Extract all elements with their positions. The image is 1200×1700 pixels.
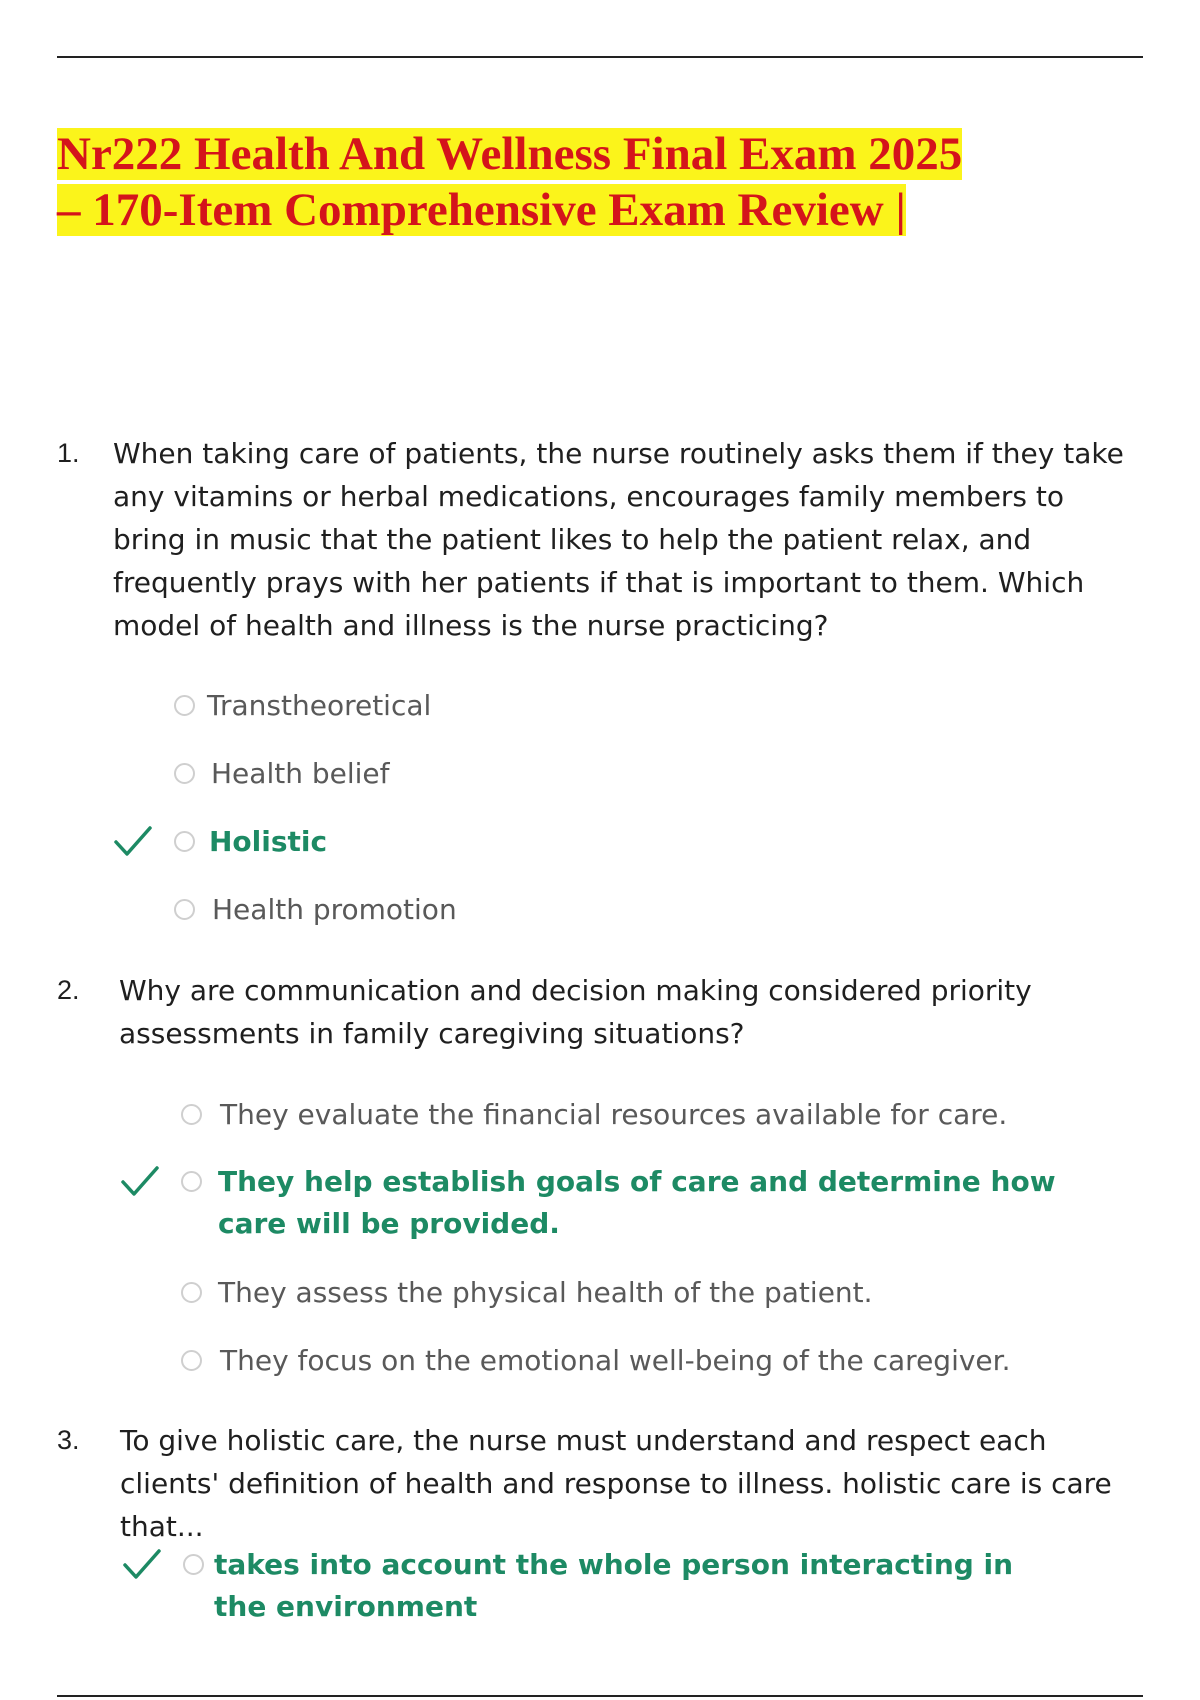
option-label: They focus on the emotional well-being of the caregiver. bbox=[220, 1344, 1011, 1377]
radio-circle-icon[interactable] bbox=[181, 1104, 202, 1125]
checkmark-icon bbox=[120, 1164, 160, 1200]
option-label: Health belief bbox=[211, 757, 390, 790]
title-line-1: Nr222 Health And Wellness Final Exam 2025 bbox=[57, 128, 963, 180]
question-1 bbox=[57, 432, 1147, 647]
checkmark-icon bbox=[113, 824, 153, 860]
answer-option[interactable] bbox=[174, 685, 674, 727]
question-2 bbox=[57, 969, 1147, 1055]
radio-circle-icon[interactable] bbox=[174, 899, 195, 920]
title-line-2: – 170-Item Comprehensive Exam Review | bbox=[57, 184, 906, 236]
question-number: 2. bbox=[57, 975, 80, 1005]
option-label: takes into account the whole person interacting in the environment bbox=[214, 1548, 1014, 1623]
answer-option-correct[interactable] bbox=[174, 821, 674, 863]
radio-circle-icon[interactable] bbox=[183, 1554, 204, 1575]
answer-option-correct[interactable] bbox=[183, 1544, 1043, 1628]
option-label: They evaluate the financial resources available for care. bbox=[220, 1098, 1008, 1131]
radio-circle-icon[interactable] bbox=[181, 1282, 202, 1303]
radio-circle-icon[interactable] bbox=[181, 1350, 202, 1371]
question-number: 1. bbox=[57, 438, 80, 468]
radio-circle-icon[interactable] bbox=[181, 1171, 202, 1192]
question-text: When taking care of patients, the nurse routinely asks them if they take any vitamins or herbal medications, encourages family members to bring in music that the patient likes to help the patient relax, and frequently prays with her patients if that is important to them. Which model of health and illness is the nurse practicing? bbox=[113, 437, 1124, 642]
answer-option[interactable] bbox=[181, 1340, 1131, 1382]
answer-option[interactable] bbox=[174, 889, 674, 931]
answer-option-correct[interactable] bbox=[181, 1161, 1121, 1245]
radio-circle-icon[interactable] bbox=[174, 763, 195, 784]
checkmark-icon bbox=[122, 1547, 162, 1583]
question-text: To give holistic care, the nurse must understand and respect each clients' definition of health and response to illness. holistic care is care that... bbox=[120, 1424, 1112, 1543]
option-label: They assess the physical health of the patient. bbox=[218, 1276, 873, 1309]
radio-circle-icon[interactable] bbox=[174, 695, 195, 716]
radio-circle-icon[interactable] bbox=[174, 831, 195, 852]
answer-option[interactable] bbox=[181, 1094, 1131, 1136]
question-number: 3. bbox=[57, 1425, 80, 1455]
option-label: Holistic bbox=[209, 825, 328, 858]
option-label: They help establish goals of care and determine how care will be provided. bbox=[218, 1165, 1056, 1240]
question-3 bbox=[57, 1419, 1147, 1548]
question-text: Why are communication and decision making considered priority assessments in family caregiving situations? bbox=[119, 974, 1032, 1050]
bottom-divider bbox=[57, 1695, 1143, 1697]
answer-option[interactable] bbox=[181, 1272, 1131, 1314]
option-label: Health promotion bbox=[212, 893, 457, 926]
page-title bbox=[57, 126, 1057, 238]
top-divider bbox=[57, 56, 1143, 58]
answer-option[interactable] bbox=[174, 753, 674, 795]
option-label: Transtheoretical bbox=[207, 689, 432, 722]
